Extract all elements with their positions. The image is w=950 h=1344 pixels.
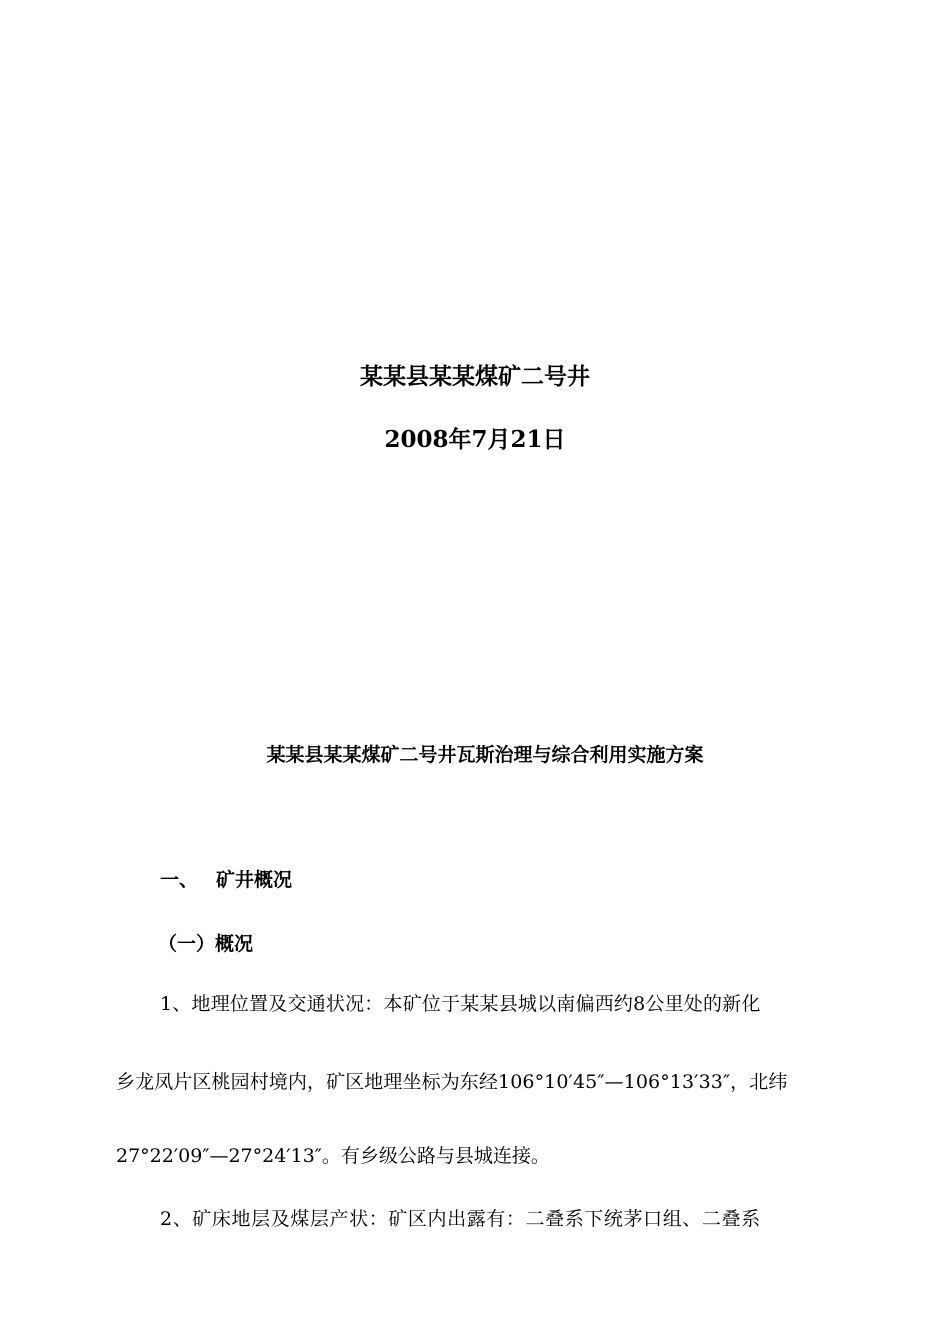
body-text-line: 2、矿床地层及煤层产状：矿区内出露有：二叠系下统茅口组、二叠系	[160, 1208, 761, 1230]
document-title: 某某县某某煤矿二号井瓦斯治理与综合利用实施方案	[266, 744, 704, 766]
cover-org-name: 某某县某某煤矿二号井	[360, 363, 590, 390]
body-text-line: 27°22′09″—27°24′13″。有乡级公路与县城连接。	[116, 1145, 550, 1167]
body-text-line: 乡龙凤片区桃园村境内，矿区地理坐标为东经106°10′45″—106°13′33″，北纬	[116, 1071, 788, 1093]
cover-date: 2008年7月21日	[384, 426, 566, 453]
body-text-line: 1、地理位置及交通状况：本矿位于某某县城以南偏西约8公里处的新化	[160, 993, 761, 1015]
subsection-heading: （一）概况	[158, 933, 254, 955]
section-number: 一、	[160, 869, 199, 891]
section-title: 矿井概况	[216, 869, 293, 891]
section-heading	[160, 866, 292, 894]
